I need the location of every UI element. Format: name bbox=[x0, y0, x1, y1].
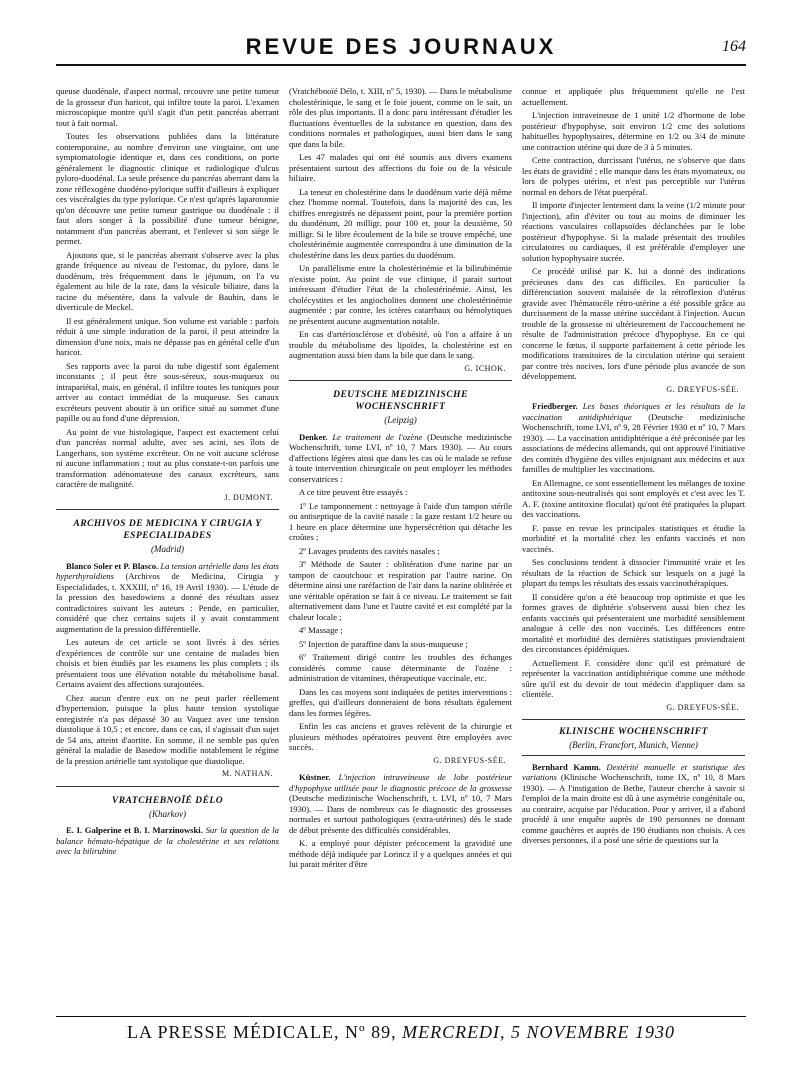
paragraph: La teneur en cholestérine dans le duodénum varie déjà même chez l'homme normal. Toutefois, dans la majorité des cas, les chiffres enregistrés ne dépassent point, pour la première portion du duodénum, 20 milligr. pour 100 et, pour la deuxième, 50 milligr. Si le libre écoulement de la bile se trouve empêché, une cholestérinémie augmentée correspondra à une diminution de la cholestérine dans les deux parties du duodénum. bbox=[289, 186, 512, 260]
author-signature: G. ICHOK. bbox=[464, 363, 506, 373]
journal-city: (Leipzig) bbox=[384, 415, 417, 425]
review-paragraph bbox=[56, 825, 279, 857]
paragraph: Ce procédé utilisé par K. lui a donné des indications précieuses dans des cas difficiles. En particulier la différenciation souvent malaisée de la rétroflexion d'utérus gravide avec l'hématocèle rétro-utérine a été possible grâce au durcissement de la masse utérine succédant à l'injection. Aucun trouble de la grossesse ni ultérieurement de l'accouchement ne résulte de l'administration précoce d'hypophyse. En ce qui concerne le fœtus, il supporte parfaitement à cette période les modifications transitoires de la circulation utérine qui seraient par contre très nocives, lors d'une période plus avancée de son développement. bbox=[522, 266, 745, 381]
review-title: L'injection intraveineuse de lobe postérieur d'hypophyse utilisée pour le diagnostic précoce de la grossesse bbox=[289, 772, 512, 793]
paragraph: Il est généralement unique. Son volume est variable : parfois réduit à une simple induration de la paroi, il peut atteindre la dimension d'une noix, mais ne dépasse pas en général celle d'un haricot. bbox=[56, 315, 279, 357]
journal-section-title: REVUE DES JOURNAUX bbox=[245, 34, 557, 59]
author-signature: J. DUMONT. bbox=[224, 492, 273, 502]
journal-heading: DEUTSCHE MEDIZINISCHE WOCHENSCHRIFT bbox=[333, 390, 468, 412]
review-paragraph bbox=[522, 401, 745, 475]
journal-heading: KLINISCHE WOCHENSCHRIFT bbox=[559, 727, 708, 737]
review-paragraph bbox=[289, 432, 512, 485]
journal-heading: VRATCHEBNOÏÉ DÉLO bbox=[111, 795, 224, 806]
review-paragraph bbox=[289, 772, 512, 835]
paragraph: (Vratchébnoïé Délo, t. XIII, nº 5, 1930). — Dans le métabolisme cholestérinique, le sang et le foie jouent, comme on le sait, un rôle des plus importants. Il a donc paru intéressant d'étudier les fluctuations éventuelles de la substance en question, dans des conditions normales et pathologiques, aussi bien dans le sang que dans la bile. bbox=[289, 86, 512, 149]
paragraph: connue et appliquée plus fréquemment qu'elle ne l'est actuellement. bbox=[522, 86, 745, 107]
list-item: 2º Lavages prudents des cavités nasales ; bbox=[299, 545, 440, 556]
column-3 bbox=[522, 86, 745, 1008]
list-item: 6º Traitement dirigé contre les troubles des échanges considérés comme cause déterminante de l'ozène : administration de vitamines, thérapeutique vaccinale, etc. bbox=[289, 652, 512, 683]
review-paragraph bbox=[56, 561, 279, 635]
paragraph: Il considère qu'on a été beaucoup trop optimiste et que les formes graves de diphtérie s'observent aussi bien chez les enfants vaccinés qui présenteraient une morbidité sensiblement analogue à celle des non vaccinés. Les différences entre mortalité et morbidité des dernières statistiques proviendraient des circonstances épidémiques. bbox=[522, 591, 745, 654]
paragraph: Les auteurs de cet article se sont livrés à des séries d'expériences de contrôle sur une centaine de malades bien choisis et bien étudiés par les examens les plus complets ; ils présentaient tous une élévation notable du métabolisme basal. Certains avaient des affections surajoutées. bbox=[56, 637, 279, 689]
paragraph: Actuellement F. considère donc qu'il est prématuré de représenter la vaccination antidiphtérique comme une méthode sûre qu'il est du devoir de tout médecin d'appliquer dans sa clientèle. bbox=[522, 657, 745, 699]
review-text: (Archivos de Medicina, Cirugia y Especialidades, t. XXXIII, nº 16, 19 Avril 1930). — L'étude de la pression des basedowiens a donné des résultats assez contradictoires suivant les auteurs : Pende, en particulier, considéré que chez certains sujets il y avait constamment augmentation de la pression différentielle. bbox=[56, 571, 279, 634]
paragraph: Enfin les cas anciens et graves relèvent de la chirurgie et plusieurs méthodes opératoires peuvent être employées avec succès. bbox=[289, 721, 512, 752]
review-authors: E. I. Galperine et B. I. Marzinowski. bbox=[66, 825, 203, 835]
list-item: 5º Injection de paraffine dans la sous-muqueuse ; bbox=[299, 638, 468, 649]
paragraph: Ses rapports avec la paroi du tube digestif sont également inconstants ; il peut être sous-séreux, sous-muqueux ou intrapariétal, mais, en général, il infiltre toutes les tuniques pour arriver au contact immédiat de la muqueuse. Ses canaux excréteurs peuvent aboutir à un orifice situé au sommet d'une papille ou au fond d'une dépression. bbox=[56, 360, 279, 423]
review-text: (Deutsche medizinische Wochenschrift, t. LVI, nº 10, 7 Mars 1930). — Dans de nombreux cas le diagnostic des grossesses normales et surtout pathologiques (extra-utérines) dès le stade de début présente des difficultés considérables. bbox=[289, 793, 512, 835]
divider bbox=[289, 380, 512, 381]
paragraph: K. a employé pour dépister précocement la gravidité une méthode déjà indiquée par Lorincz il y a quelques années et qui lui parait mériter d'être bbox=[289, 838, 512, 869]
page-number: 164 bbox=[722, 38, 746, 55]
page-header bbox=[56, 30, 746, 66]
list-item: 3º Méthode de Sauter : oblitération d'une narine par un tampon de caoutchouc et respiration par l'autre narine. On détermine ainsi une raréfaction de l'air dans la narine oblitérée et une véritable opération se fait à ce niveau. Le traitement se fait alternativement dans l'une et l'autre cavité et est complété par la chaleur locale ; bbox=[289, 559, 512, 622]
review-title: Le traitement de l'ozène bbox=[332, 431, 423, 442]
article-columns bbox=[56, 86, 746, 1008]
review-text: (Deutsche medizinische Wochenschrift, tome LVI, nº 9, 28 Février 1930 et nº 10, 7 Mars 1930). — La vaccination antidiphtérique a été préconisée par les associations de médecins allemands, qui ont approuvé l'initiative des comités d'hygiène des villes enjoignant aux médecins et aux familles de multiplier les vaccinations. bbox=[522, 411, 745, 474]
review-title: Les bases théoriques et les résultats de la vaccination antidiphtérique bbox=[522, 401, 745, 422]
review-title: La tension artérielle dans les états hyperthyroïdiens bbox=[56, 560, 279, 581]
paragraph: Toutes les observations publiées dans la littérature contemporaine, au nombre d'environ une vingtaine, ont une symptomatologie identique et, dans ces conditions, on porte généralement le diagnostic clinique et radiologique d'ulcus pyloro-duodénal. La seule présence du pancréas aberrant dans la zone réflexogène duodéno-pylorique suffit d'ailleurs à expliquer ces viscéralgies du type pylorique. Ce n'est qu'après laparotomie qu'on découvre une petite tumeur gastrique ou duodénale : il faut alors songer à la possibilité d'une tumeur bénigne, notamment d'un pancréas aberrant, et l'enlever si son siège le permet. bbox=[56, 131, 279, 246]
paragraph: Il importe d'injecter lentement dans la veine (1/2 minute pour l'injection), afin d'éviter ou tout au moins de diminuer les réactions vasculaires collapsoïdes déclanchées par le lobe postérieur d'hypophyse. Si la malade présentait des troubles circulatoires ou cardiaques, il est préférable d'employer une solution hypophysaire sucrée. bbox=[522, 200, 745, 263]
paragraph: queuse duodénale, d'aspect normal, recouvre une petite tumeur de la grosseur d'un haricot, qui infiltre toute la paroi. L'examen microscopique montre qu'il s'agit d'un petit pancréas aberrant tout à fait normal. bbox=[56, 86, 279, 128]
journal-city: (Madrid) bbox=[151, 544, 184, 554]
journal-city: (Berlin, Francfort, Munich, Vienne) bbox=[569, 740, 698, 750]
review-authors: Küstner. bbox=[299, 772, 331, 782]
review-text: (Deutsche medizinische Wochenschrift, tome LVI, nº 10, 7 Mars 1930). — Au cours d'affections légères ainsi que dans les cas où le malade se refuse à toute intervention chirurgicale on peut employer les méthodes conservatrices : bbox=[289, 431, 512, 484]
divider bbox=[56, 509, 279, 510]
paragraph: Ses conclusions tendent à dissocier l'immunité vraie et les résultats de la réaction de Schick sur lesquels on a jugé la plupart du temps les résultats des essais vaccinothérapiques. bbox=[522, 557, 745, 588]
paragraph: Au point de vue histologique, l'aspect est exactement celui d'un pancréas normal adulte, avec ses acini, ses îlots de Langerhans, son système excréteur. On ne voit aucune sclérose ni aucune inflammation ; tout au plus constate-t-on parfois une transformation adénomateuse des canaux excréteurs, sans caractère de malignité. bbox=[56, 426, 279, 489]
column-2 bbox=[289, 86, 512, 1008]
page-footer bbox=[56, 1016, 746, 1047]
paragraph: Dans les cas moyens sont indiquées de petites interventions : greffes, qui d'ailleurs donneraient de bons résultats également dans les formes légères. bbox=[289, 686, 512, 718]
journal-city: (Kharkov) bbox=[149, 808, 186, 819]
footer-journal: LA PRESSE MÉDICALE, Nº 89, bbox=[126, 1022, 397, 1042]
journal-heading-box bbox=[522, 719, 745, 756]
divider bbox=[56, 786, 279, 787]
paragraph: En cas d'artériosclérose et d'obésité, où l'on a affaire à un trouble du métabolisme des lipoïdes, la cholestérine est en augmentation aussi bien dans la bile que dans le sang. bbox=[289, 329, 512, 360]
list-item: 1º Le tamponnement : nettoyage à l'aide d'un tampon stérile ou antiseptique de la cavité nasale : la gaze restant 1/2 heure ou 1 heure en place détermine une hypersécrétion qui détache les croûtes ; bbox=[289, 500, 512, 542]
author-signature: G. DREYFUS-SÉE. bbox=[666, 384, 739, 394]
review-authors: Friedberger. bbox=[532, 401, 578, 411]
paragraph: Les 47 malades qui ont été soumis aux divers examens présentaient surtout des affections du foie ou de la vésicule biliaire. bbox=[289, 152, 512, 183]
review-paragraph bbox=[522, 762, 745, 846]
author-signature: G. DREYFUS-SÉE. bbox=[666, 702, 739, 712]
list-item: 4º Massage ; bbox=[299, 625, 343, 635]
review-authors: Denker. bbox=[299, 431, 328, 442]
author-signature: G. DREYFUS-SÉE. bbox=[433, 755, 506, 765]
paragraph: F. passe en revue les principales statistiques et étudie la morbidité et la mortalité chez les enfants vaccinés et non vaccinés. bbox=[522, 522, 745, 554]
paragraph: L'injection intraveineuse de 1 unité 1/2 d'hormone de lobe postérieur d'hypophyse, soit environ 1/2 cmc des solutions habituelles hypophysaires, détermine en 1/2 ou 3/4 de minute une contraction utérine qui dure de 3 à 5 minutes. bbox=[522, 110, 745, 152]
journal-heading: ARCHIVOS DE MEDICINA Y CIRUGIA Y ESPECIALIDADES bbox=[73, 519, 262, 541]
paragraph: Cette contraction, durcissant l'utérus, ne s'observe que dans les états de gravidité ; elle manque dans les états myomateux, ou lors de polypes utérins, et n'est pas perceptible sur l'utérus normal en dehors de l'état puerpéral. bbox=[522, 155, 745, 197]
column-1 bbox=[56, 86, 279, 1008]
review-title: Sur la question de la balance hémato-hépatique de la cholestérine et ses relations avec la bilirubine bbox=[56, 825, 279, 856]
paragraph: Chez aucun d'entre eux on ne peut parler réellement d'hypertension, puisque la plus haute tension systolique enregistrée n'a pas dépassé 30 au Vaquez avec une tension diastolique à 10,5 ; et encore, dans ce cas, il s'agissait d'un sujet de 54 ans, atteint d'aortite. En somme, il ne semble pas qu'en général la maladie de Basedow modifie notablement le régime de la pression artérielle tant systolique que diastolique. bbox=[56, 692, 279, 766]
review-title: Dextérité manuelle et statistique des variations bbox=[522, 761, 745, 782]
review-authors: Blanco Soler et P. Blasco. bbox=[66, 560, 159, 571]
paragraph: Ajoutons que, si le pancréas aberrant s'observe avec la plus grande fréquence au niveau de l'estomac, du pylore, dans le duodénum, très fréquemment dans le jéjunum, on l'a vu également au hile de la rate, dans la vésicule biliaire, dans la racine du mésentère, dans la valvule de Bauhin, dans le diverticule de Meckel. bbox=[56, 249, 279, 312]
review-text: (Klinische Wochenschrift, tome IX, nº 10, 8 Mars 1930). — A l'instigation de Bethe, l'auteur cherche à savoir si l'emploi de la main droite est dû à une asymétrie congénitale ou, au contraire, acquise par l'éducation. Pour y arriver, il a d'abord procédé à une enquête auprès de 190 personnes ne donnant comme gauchères et auprès de 190 étudiants non choisis. A ces diverses personnes, il a posé une série de questions sur la bbox=[522, 772, 745, 845]
paragraph: Un parallélisme entre la cholestérinémie et la bilirubinémie n'existe point. Au point de vue clinique, il parait surtout intéressant d'étudier l'état de la cholestérinémie. Ainsi, les cholécystites et les angiocholites donnent une cholestérinémie augmentée ; par contre, les ictères catarrhaux ou hémolytiques ne présentent aucune augmentation notable. bbox=[289, 263, 512, 326]
footer-date: MERCREDI, 5 NOVEMBRE 1930 bbox=[402, 1022, 676, 1042]
paragraph: En Allemagne, ce sont essentiellement les mélanges de toxine antitoxine sous-neutralisés qui sont employés et c'est avec les T. A. F. (toxine antitoxine floculat) qu'ont été pratiquées la plupart des vaccinations. bbox=[522, 477, 745, 519]
review-authors: Bernhard Kamm. bbox=[532, 761, 601, 772]
author-signature: M. NATHAN. bbox=[222, 769, 273, 778]
paragraph: A ce titre peuvent être essayés : bbox=[299, 487, 408, 497]
